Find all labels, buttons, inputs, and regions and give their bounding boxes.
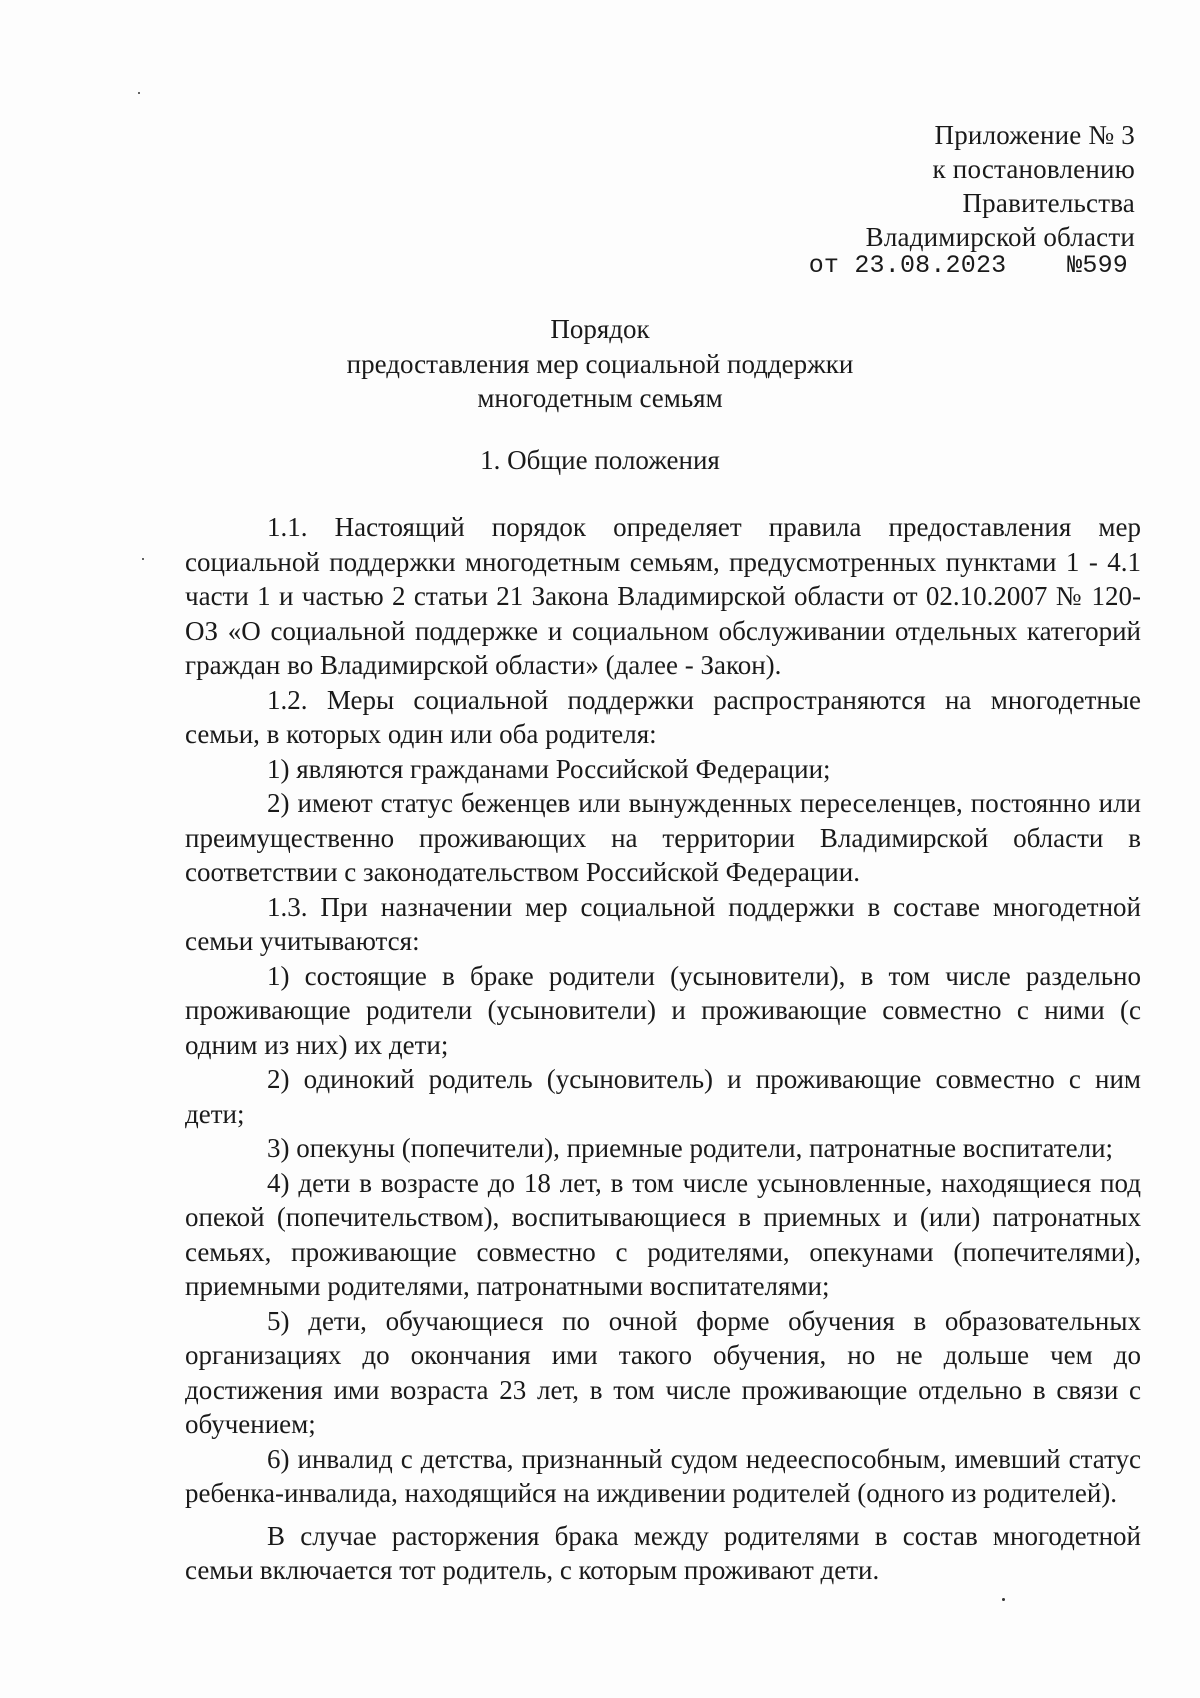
paragraph-1-2: 1.2. Меры социальной поддержки распространяются на многодетные семьи, в которых один или оба родителя: (185, 684, 1141, 749)
paragraph-divorce-clause: В случае расторжения брака между родителями в состав многодетной семьи включается тот родитель, с которым проживают дети. (185, 1520, 1141, 1585)
scan-speck (142, 558, 144, 560)
appendix-date-number: от 23.08.2023 №599 (808, 251, 1128, 280)
list-item-1-3-1: 1) состоящие в браке родители (усыновители), в том числе раздельно проживающие родители (усыновители) и проживающие совместно с ними (с одним из них) их дети; (185, 960, 1141, 1060)
list-item-1-2-2: 2) имеют статус беженцев или вынужденных переселенцев, постоянно или преимущественно проживающих на территории Владимирской области в соответствии с законодательством Российской Федерации. (185, 788, 1141, 887)
document-body (185, 510, 1141, 1588)
document-title-line3: многодетным семьям (477, 383, 723, 413)
list-item-1-2-1: 1) являются гражданами Российской Федерации; (267, 753, 831, 784)
appendix-resolution-ref: к постановлению (932, 154, 1135, 184)
document-title-line2: предоставления мер социальной поддержки (346, 349, 854, 379)
document-title: Порядок (550, 314, 650, 344)
appendix-number: Приложение № 3 (934, 120, 1135, 150)
scan-speck (1002, 1598, 1005, 1601)
appendix-government: Правительства (962, 188, 1135, 218)
list-item-1-3-4: 4) дети в возрасте до 18 лет, в том числе усыновленные, находящиеся под опекой (попечительством), воспитывающиеся в приемных и (или) патронатных семьях, проживающие совместно с родителями, опекунами (попечителями), приемными родителями, патронатными воспитателями; (185, 1167, 1141, 1301)
list-item-1-3-2: 2) одинокий родитель (усыновитель) и проживающие совместно с ним дети; (185, 1064, 1141, 1129)
appendix-region: Владимирской области (865, 222, 1135, 252)
paragraph-1-1: 1.1. Настоящий порядок определяет правила предоставления мер социальной поддержки многодетным семьям, предусмотренных пунктами 1 - 4.1 части 1 и частью 2 статьи 21 Закона Владимирской области от 02.10.2007 № 120-ОЗ «О социальной поддержке и социальном обслуживании отдельных категорий граждан во Владимирской области» (далее - Закон). (185, 512, 1141, 680)
scan-speck (138, 92, 140, 94)
list-item-1-3-6: 6) инвалид с детства, признанный судом недееспособным, имевший статус ребенка-инвалида, находящийся на иждивении родителей (одного из родителей). (185, 1443, 1141, 1508)
list-item-1-3-3: 3) опекуны (попечители), приемные родители, патронатные воспитатели; (267, 1133, 1114, 1163)
section-heading: 1. Общие положения (480, 445, 720, 475)
list-item-1-3-5: 5) дети, обучающиеся по очной форме обучения в образовательных организациях до окончания ими такого обучения, но не дольше чем до достижения ими возраста 23 лет, в том числе проживающие отдельно в связи с обучением; (185, 1305, 1141, 1439)
paragraph-1-3: 1.3. При назначении мер социальной поддержки в составе многодетной семьи учитываются: (185, 891, 1141, 956)
